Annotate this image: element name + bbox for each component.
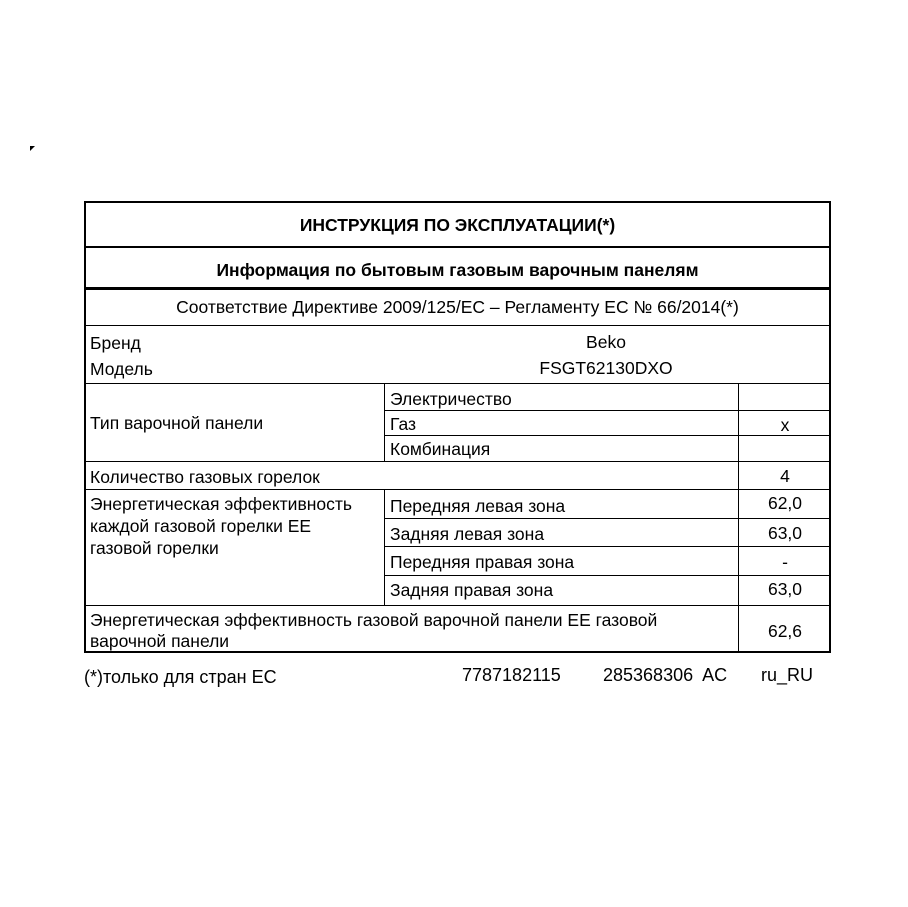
brand-value: Beko	[586, 332, 626, 352]
corner-crop-mark	[30, 146, 35, 151]
burner-efficiency-label-2: каждой газовой горелки EE	[90, 516, 312, 536]
column-divider	[384, 489, 385, 606]
hob-type-combined: Комбинация	[390, 439, 491, 459]
hob-efficiency-label-1: Энергетическая эффективность газовой варочной панели EE газовой	[90, 610, 658, 630]
divider	[384, 575, 829, 576]
zone-front-left: Передняя левая зона	[390, 496, 566, 516]
model-label: Модель	[90, 359, 153, 379]
divider	[86, 605, 829, 606]
divider	[384, 518, 829, 519]
divider	[86, 489, 829, 490]
zone-front-right-value: -	[782, 552, 788, 572]
locale-code: ru_RU	[761, 665, 814, 685]
burner-count-value: 4	[780, 466, 790, 486]
hob-efficiency-label-2: варочной панели	[90, 631, 230, 651]
document-subtitle: Информация по бытовым газовым варочным панелям	[216, 260, 699, 280]
revision-code: 285368306 AC	[603, 665, 728, 685]
hob-type-gas: Газ	[390, 414, 417, 434]
zone-rear-left: Задняя левая зона	[390, 524, 545, 544]
divider	[86, 325, 829, 326]
hob-type-label: Тип варочной панели	[90, 413, 264, 433]
hob-efficiency-value: 62,6	[767, 621, 803, 641]
divider	[86, 246, 829, 248]
divider	[384, 410, 829, 411]
zone-rear-right-value: 63,0	[767, 579, 803, 599]
footnote: (*)только для стран ЕС	[84, 667, 277, 687]
document-title: ИНСТРУКЦИЯ ПО ЭКСПЛУАТАЦИИ(*)	[299, 215, 616, 235]
divider	[384, 435, 829, 436]
zone-front-right: Передняя правая зона	[390, 552, 575, 572]
energy-info-table	[84, 201, 831, 653]
hob-type-gas-mark: x	[780, 415, 790, 435]
burner-efficiency-label-3: газовой горелки	[90, 538, 219, 558]
burner-count-label: Количество газовых горелок	[90, 467, 320, 487]
zone-rear-right: Задняя правая зона	[390, 580, 554, 600]
hob-type-electric: Электричество	[390, 389, 512, 409]
burner-efficiency-label-1: Энергетическая эффективность	[90, 494, 353, 514]
divider	[86, 383, 829, 384]
divider	[86, 287, 829, 290]
directive-reference: Соответствие Директиве 2009/125/EC – Регламенту ЕС № 66/2014(*)	[176, 297, 739, 317]
document-code: 7787182115	[462, 665, 561, 685]
zone-rear-left-value: 63,0	[767, 523, 803, 543]
brand-label: Бренд	[90, 333, 141, 353]
column-divider	[384, 383, 385, 462]
divider	[384, 546, 829, 547]
model-value: FSGT62130DXO	[539, 358, 673, 378]
zone-front-left-value: 62,0	[767, 493, 803, 513]
divider	[86, 461, 829, 462]
